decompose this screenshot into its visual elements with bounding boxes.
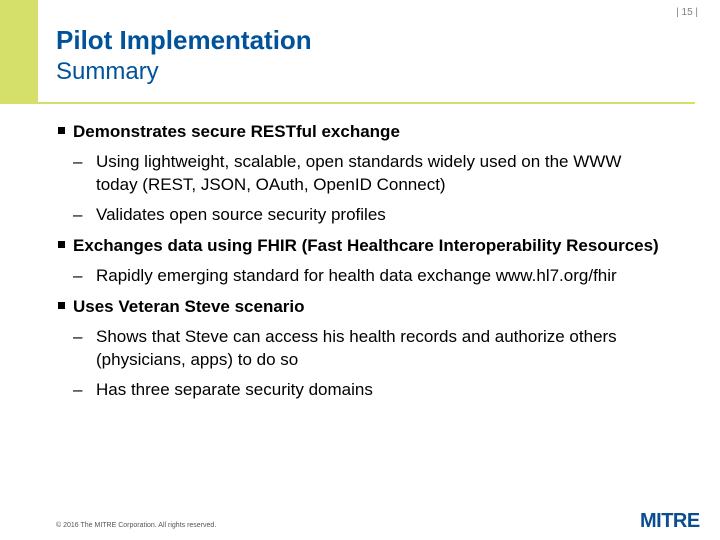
sub-bullet-item (56, 203, 666, 226)
sub-bullet-text: Using lightweight, scalable, open standards widely used on the WWW today (REST, JSON, OAuth, OpenID Connect) (96, 152, 622, 194)
copyright-notice: © 2016 The MITRE Corporation. All rights reserved. (56, 522, 217, 529)
bullet-text: Demonstrates secure RESTful exchange (73, 122, 400, 141)
bullet-text-row (56, 234, 666, 257)
dash-marker: – (73, 327, 83, 346)
mitre-logo: MITRE (640, 510, 700, 532)
square-bullet-icon (58, 127, 65, 134)
title-divider (0, 102, 695, 104)
bullet-text-row (56, 295, 666, 318)
dash-marker: – (73, 380, 83, 399)
sub-bullet-item (56, 150, 666, 196)
sub-bullet-text: Has three separate security domains (96, 380, 373, 399)
page-number: | 15 | (676, 7, 698, 18)
bullet-item (56, 120, 666, 226)
sub-bullet-text: Validates open source security profiles (96, 205, 386, 224)
bullet-text: Exchanges data using FHIR (Fast Healthcare Interoperability Resources) (73, 236, 659, 255)
bullet-text: Uses Veteran Steve scenario (73, 297, 305, 316)
square-bullet-icon (58, 302, 65, 309)
slide-content (56, 120, 666, 401)
sub-bullet-text: Rapidly emerging standard for health data exchange www.hl7.org/fhir (96, 266, 617, 285)
sub-bullet-item (56, 378, 666, 401)
accent-bar (0, 0, 38, 103)
dash-marker: – (73, 266, 83, 285)
sub-bullet-item (56, 264, 666, 287)
dash-marker: – (73, 205, 83, 224)
bullet-text-row (56, 120, 666, 143)
bullet-item (56, 295, 666, 401)
dash-marker: – (73, 152, 83, 171)
sub-bullet-text: Shows that Steve can access his health records and authorize others (physicians, apps) to do so (96, 327, 617, 369)
slide-title: Pilot Implementation (56, 25, 312, 55)
sub-bullet-item (56, 325, 666, 371)
slide-subtitle: Summary (56, 58, 159, 85)
square-bullet-icon (58, 241, 65, 248)
bullet-item (56, 234, 666, 287)
